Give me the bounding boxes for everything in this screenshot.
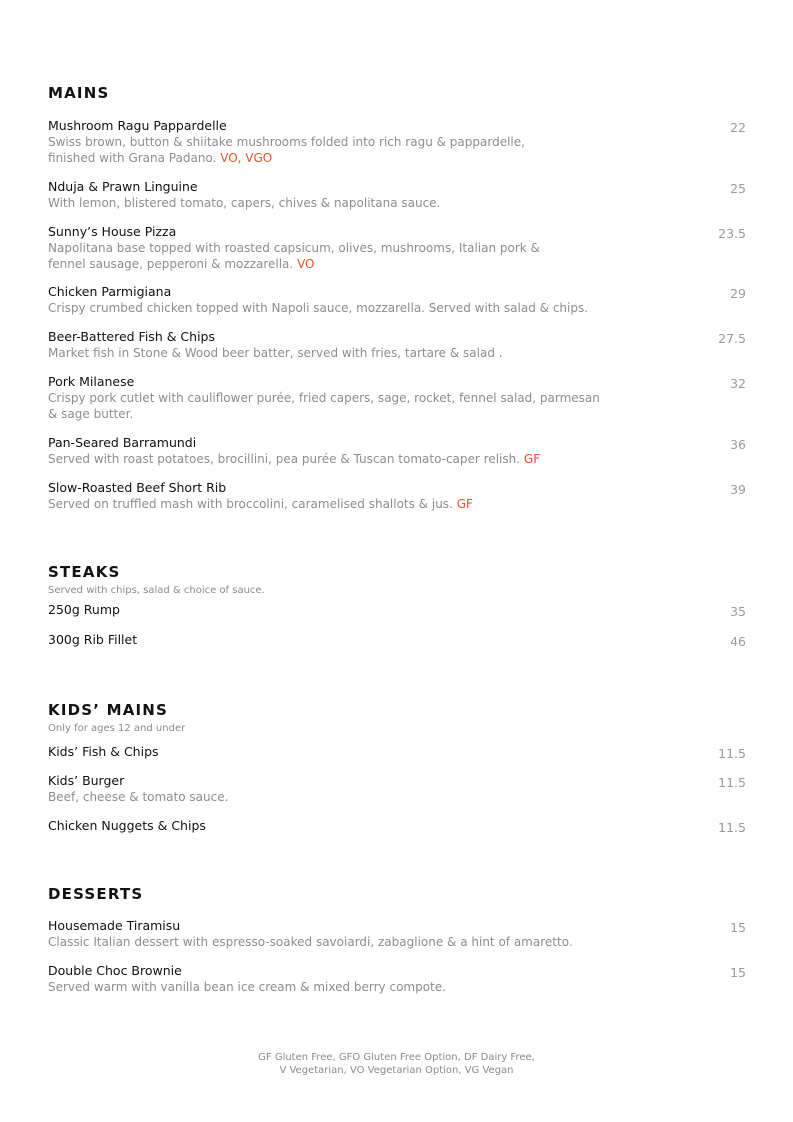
- item-description: fennel sausage, pepperoni & mozzarella. VO: [48, 257, 315, 271]
- mains-section: [48, 84, 746, 511]
- item-name: Chicken Parmigiana: [48, 284, 172, 299]
- dietary-tag: GF: [523, 452, 541, 466]
- section-note: Served with chips, salad & choice of sauce.: [48, 585, 265, 596]
- item-name: Double Choc Brownie: [48, 963, 182, 978]
- menu-item: [48, 224, 746, 272]
- item-description: With lemon, blistered tomato, capers, chives & napolitana sauce.: [48, 196, 441, 210]
- menu-item: [48, 435, 746, 467]
- item-name: Chicken Nuggets & Chips: [48, 818, 206, 833]
- menu-item: [48, 480, 746, 512]
- item-name: Housemade Tiramisu: [48, 918, 181, 933]
- menu-item: [48, 918, 746, 950]
- item-price: 39: [730, 482, 746, 497]
- dietary-tag: VO, VGO: [220, 151, 273, 165]
- item-price: 27.5: [718, 331, 746, 346]
- menu-item: [48, 284, 746, 316]
- item-description: Served warm with vanilla bean ice cream & mixed berry compote.: [48, 980, 446, 994]
- section-title-mains: MAINS: [48, 84, 110, 102]
- kids-mains-section: [48, 701, 746, 835]
- item-price: 15: [730, 920, 746, 935]
- item-name: Sunny’s House Pizza: [48, 224, 177, 239]
- item-price: 29: [730, 286, 746, 301]
- item-name: Pan-Seared Barramundi: [48, 435, 197, 450]
- item-name: Nduja & Prawn Linguine: [48, 179, 198, 194]
- item-description: Crispy crumbed chicken topped with Napoli sauce, mozzarella. Served with salad & chips.: [48, 301, 589, 315]
- item-price: 32: [730, 376, 746, 391]
- item-name: Kids’ Fish & Chips: [48, 744, 159, 759]
- item-name: Beer-Battered Fish & Chips: [48, 329, 216, 344]
- menu-item: [48, 632, 746, 648]
- item-description: Swiss brown, button & shiitake mushrooms folded into rich ragu & pappardelle,: [48, 135, 525, 149]
- item-description: & sage butter.: [48, 407, 134, 421]
- menu-item: [48, 773, 746, 805]
- item-description: Crispy pork cutlet with cauliflower purée, fried capers, sage, rocket, fennel salad, parmesan: [48, 391, 600, 405]
- legend-line: GF Gluten Free, GFO Gluten Free Option, DF Dairy Free,: [258, 1052, 535, 1063]
- item-price: 46: [730, 634, 746, 649]
- item-name: Slow-Roasted Beef Short Rib: [48, 480, 227, 495]
- item-description: Napolitana base topped with roasted capsicum, olives, mushrooms, Italian pork &: [48, 241, 540, 255]
- menu-item: [48, 963, 746, 995]
- section-title-kids-mains: KIDS’ MAINS: [48, 701, 169, 719]
- menu-item: [48, 179, 746, 211]
- item-description: Served on truffled mash with broccolini, caramelised shallots & jus. GF: [48, 497, 473, 511]
- item-price: 11.5: [718, 775, 746, 790]
- item-name: Pork Milanese: [48, 374, 135, 389]
- steaks-section: [48, 563, 746, 649]
- item-price: 23.5: [718, 226, 746, 241]
- dietary-legend: [0, 1051, 793, 1077]
- menu-item: [48, 602, 746, 618]
- item-price: 36: [730, 437, 746, 452]
- item-name: Kids’ Burger: [48, 773, 125, 788]
- item-name: 300g Rib Fillet: [48, 632, 138, 647]
- section-title-steaks: STEAKS: [48, 563, 121, 581]
- legend-line: V Vegetarian, VO Vegetarian Option, VG Vegan: [279, 1065, 514, 1076]
- menu-item: [48, 744, 746, 760]
- desserts-section: [48, 885, 746, 994]
- item-price: 25: [730, 181, 746, 196]
- section-title-desserts: DESSERTS: [48, 885, 144, 903]
- dietary-tag: GF: [456, 497, 473, 511]
- menu-item: [48, 118, 746, 166]
- menu-item: [48, 329, 746, 361]
- item-name: Mushroom Ragu Pappardelle: [48, 118, 227, 133]
- item-name: 250g Rump: [48, 602, 120, 617]
- dietary-tag: VO: [297, 257, 315, 271]
- section-note: Only for ages 12 and under: [48, 723, 186, 734]
- item-price: 35: [730, 604, 746, 619]
- menu-item: [48, 374, 746, 422]
- item-description: Served with roast potatoes, brocillini, pea purée & Tuscan tomato-caper relish. GF: [48, 452, 541, 466]
- menu-item: [48, 818, 746, 834]
- item-price: 22: [730, 120, 746, 135]
- item-price: 15: [730, 965, 746, 980]
- item-description: Market fish in Stone & Wood beer batter, served with fries, tartare & salad .: [48, 346, 503, 360]
- item-description: Classic Italian dessert with espresso-soaked savoiardi, zabaglione & a hint of amaretto.: [48, 935, 573, 949]
- item-description: Beef, cheese & tomato sauce.: [48, 790, 229, 804]
- item-price: 11.5: [718, 746, 746, 761]
- item-price: 11.5: [718, 820, 746, 835]
- item-description: finished with Grana Padano. VO, VGO: [48, 151, 273, 165]
